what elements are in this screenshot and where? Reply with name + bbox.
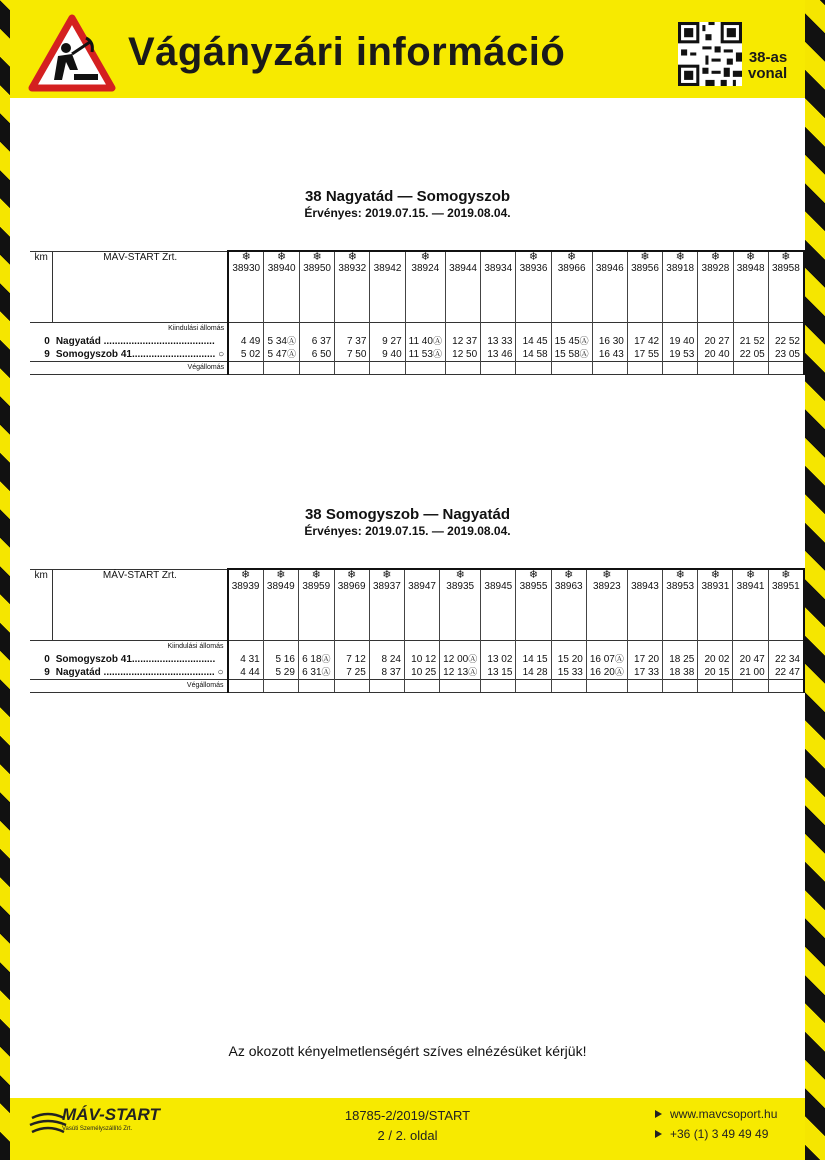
departure-time: 15 20 (551, 653, 586, 666)
train-number: ❄ 38924 (405, 251, 445, 288)
snowflake-icon: ❄ (781, 251, 791, 263)
departure-time: 19 53 (663, 348, 698, 362)
departure-time: 13 15 (481, 666, 516, 680)
departure-time: 20 15 (698, 666, 733, 680)
arrow-marker-icon: Ⓐ (432, 336, 442, 346)
departure-label: Kiindulási állomás (53, 641, 228, 654)
train-number: ❄ 38963 (551, 569, 586, 606)
snowflake-icon (596, 252, 624, 263)
departure-time: 10 25 (404, 666, 439, 680)
page-title: Vágányzári információ (128, 30, 566, 74)
km-header: km (30, 251, 53, 323)
station-name: Nagyatád ........................................ ○ (53, 666, 228, 680)
snowflake-icon: ❄ (710, 251, 721, 263)
departure-time: 13 33 (481, 335, 516, 348)
departure-time: 8 24 (369, 653, 404, 666)
train-number: ❄ 38966 (551, 251, 592, 288)
departure-time: 15 58Ⓐ (551, 348, 592, 362)
arrow-marker-icon: Ⓐ (579, 336, 589, 346)
snowflake-icon: ❄ (640, 251, 650, 263)
departure-time: 9 40 (370, 348, 405, 362)
content-area (10, 98, 805, 1098)
departure-time: 21 52 (733, 335, 768, 348)
departure-time: 13 02 (481, 653, 516, 666)
train-number-row (30, 251, 804, 288)
snowflake-icon: ❄ (564, 569, 574, 581)
train-number: ❄ 38937 (369, 569, 404, 606)
departure-time: 6 18Ⓐ (298, 653, 334, 666)
timetable-1 (30, 250, 805, 375)
snowflake-icon: ❄ (455, 569, 465, 581)
departure-time: 15 33 (551, 666, 586, 680)
snowflake-icon: ❄ (347, 569, 357, 581)
roadwork-warning-icon (28, 14, 116, 92)
snowflake-icon: ❄ (276, 569, 286, 581)
snowflake-icon: ❄ (567, 251, 577, 263)
train-number: ❄ 38931 (698, 569, 733, 606)
apology-message: Az okozott kényelmetlenségért szíves elnézésüket kérjük! (228, 1043, 587, 1059)
departure-time: 5 02 (228, 348, 264, 362)
snowflake-icon (484, 252, 512, 263)
snowflake-icon (373, 252, 401, 263)
snowflake-icon: ❄ (710, 569, 720, 581)
train-number: ❄ 38935 (440, 569, 481, 606)
station-row (30, 653, 804, 666)
departure-time: 12 37 (445, 335, 480, 348)
snowflake-icon: ❄ (528, 251, 539, 263)
train-number: ❄ 38969 (334, 569, 369, 606)
train-number: ❄ 38923 (586, 569, 627, 606)
departure-time: 19 40 (663, 335, 698, 348)
train-number: 38943 (627, 569, 662, 606)
snowflake-icon: ❄ (311, 569, 321, 581)
station-name: Nagyatád ........................................ (53, 335, 228, 348)
snowflake-icon: ❄ (675, 251, 685, 263)
departure-time: 13 46 (481, 348, 516, 362)
departure-time: 7 12 (334, 653, 369, 666)
departure-time: 8 37 (369, 666, 404, 680)
train-number: ❄ 38928 (698, 251, 733, 288)
departure-time: 9 27 (370, 335, 405, 348)
departure-time: 17 42 (627, 335, 662, 348)
arrow-right-icon (655, 1130, 662, 1138)
departure-time: 4 31 (228, 653, 264, 666)
departure-time: 6 31Ⓐ (298, 666, 334, 680)
arrow-right-icon (655, 1110, 662, 1118)
train-number: ❄ 38932 (335, 251, 370, 288)
departure-time: 12 00Ⓐ (440, 653, 481, 666)
snowflake-icon: ❄ (312, 251, 322, 263)
departure-time: 11 40Ⓐ (405, 335, 445, 348)
operator-name: MÁV-START Zrt. (53, 569, 228, 641)
document-reference: 18785-2/2019/START (344, 1108, 471, 1123)
snowflake-icon: ❄ (745, 569, 756, 581)
km-header: km (30, 569, 53, 641)
arrow-marker-icon: Ⓐ (432, 349, 442, 359)
snowflake-icon: ❄ (528, 569, 539, 581)
departure-time: 22 47 (768, 666, 804, 680)
station-name: Somogyszob 41.............................. (53, 653, 228, 666)
departure-time: 4 44 (228, 666, 264, 680)
train-number: 38942 (370, 251, 405, 288)
station-row (30, 335, 804, 348)
snowflake-icon (408, 570, 436, 581)
train-number: ❄ 38948 (733, 251, 768, 288)
departure-time: 21 00 (733, 666, 768, 680)
train-number: ❄ 38956 (627, 251, 662, 288)
departure-time: 14 15 (516, 653, 551, 666)
arrow-marker-icon: Ⓐ (286, 349, 296, 359)
snowflake-icon: ❄ (241, 251, 251, 263)
train-number: ❄ 38936 (516, 251, 551, 288)
line-label: 38-as vonal (748, 49, 788, 82)
departure-time: 5 29 (263, 666, 298, 680)
arrow-marker-icon: Ⓐ (579, 349, 589, 359)
departure-time: 6 37 (299, 335, 334, 348)
timetable-2-heading: 38 Somogyszob — Nagyatád Érvényes: 2019.07.15. — 2019.08.04. (304, 506, 511, 538)
departure-time: 20 27 (698, 335, 733, 348)
snowflake-icon: ❄ (675, 569, 685, 581)
departure-time: 18 38 (663, 666, 698, 680)
website-link[interactable]: www.mavcsoport.hu (655, 1107, 777, 1121)
departure-time: 15 45Ⓐ (551, 335, 592, 348)
departure-time: 20 40 (698, 348, 733, 362)
snowflake-icon (449, 252, 477, 263)
departure-time: 11 53Ⓐ (405, 348, 445, 362)
departure-time: 16 20Ⓐ (586, 666, 627, 680)
snowflake-icon: ❄ (347, 251, 357, 263)
departure-time: 5 16 (263, 653, 298, 666)
station-km: 0 (44, 335, 50, 347)
departure-time: 14 45 (516, 335, 551, 348)
arrow-marker-icon: Ⓐ (468, 654, 478, 664)
train-number: ❄ 38950 (299, 251, 334, 288)
snowflake-icon: ❄ (602, 569, 612, 581)
train-number: 38946 (592, 251, 627, 288)
departure-time: 16 43 (592, 348, 627, 362)
departure-time: 22 05 (733, 348, 768, 362)
train-number: ❄ 38941 (733, 569, 768, 606)
arrow-marker-icon: Ⓐ (321, 654, 331, 664)
train-number: ❄ 38949 (263, 569, 298, 606)
departure-time: 4 49 (228, 335, 264, 348)
departure-time: 17 20 (627, 653, 662, 666)
departure-time: 16 07Ⓐ (586, 653, 627, 666)
departure-time: 7 37 (335, 335, 370, 348)
arrival-label: Végállomás (53, 680, 228, 693)
station-km: 9 (44, 666, 50, 678)
departure-time: 12 13Ⓐ (440, 666, 481, 680)
departure-time: 20 02 (698, 653, 733, 666)
snowflake-icon (484, 570, 512, 581)
train-number: 38944 (445, 251, 480, 288)
departure-time: 22 34 (768, 653, 804, 666)
header-banner (10, 0, 805, 98)
departure-time: 18 25 (663, 653, 698, 666)
operator-name: MÁV-START Zrt. (53, 251, 228, 323)
departure-time: 12 50 (445, 348, 480, 362)
brand-name: MÁV-START (62, 1105, 160, 1124)
arrival-label: Végállomás (53, 362, 228, 375)
departure-time: 22 52 (768, 335, 804, 348)
train-number: 38947 (404, 569, 439, 606)
train-number: ❄ 38940 (264, 251, 300, 288)
station-row (30, 348, 804, 362)
station-row (30, 666, 804, 680)
snowflake-icon: ❄ (781, 569, 791, 581)
arrow-marker-icon: Ⓐ (286, 336, 296, 346)
footer (10, 1098, 805, 1160)
departure-time: 7 25 (334, 666, 369, 680)
departure-time: 20 47 (733, 653, 768, 666)
departure-time: 16 30 (592, 335, 627, 348)
snowflake-icon: ❄ (277, 251, 287, 263)
train-number: ❄ 38955 (516, 569, 551, 606)
departure-time: 14 28 (516, 666, 551, 680)
arrow-marker-icon: Ⓐ (468, 667, 478, 677)
train-number-row (30, 569, 804, 606)
timetable-2 (30, 568, 805, 693)
station-name: Somogyszob 41.............................. ○ (53, 348, 228, 362)
phone-number: +36 (1) 3 49 49 49 (655, 1127, 768, 1141)
train-number: ❄ 38939 (228, 569, 264, 606)
departure-time: 17 33 (627, 666, 662, 680)
departure-time: 5 47Ⓐ (264, 348, 300, 362)
snowflake-icon (631, 570, 659, 581)
arrow-marker-icon: Ⓐ (321, 667, 331, 677)
timetable-1-heading: 38 Nagyatád — Somogyszob Érvényes: 2019.07.15. — 2019.08.04. (304, 188, 511, 220)
snowflake-icon: ❄ (746, 251, 756, 263)
arrow-marker-icon: Ⓐ (614, 667, 624, 677)
station-km: 0 (44, 653, 50, 665)
snowflake-icon: ❄ (420, 251, 430, 263)
departure-time: 10 12 (404, 653, 439, 666)
train-number: 38934 (481, 251, 516, 288)
departure-time: 6 50 (299, 348, 334, 362)
train-number: ❄ 38953 (663, 569, 698, 606)
brand-subtitle: Vasúti Személyszállító Zrt. (62, 1126, 133, 1132)
snowflake-icon: ❄ (240, 569, 251, 581)
train-number: ❄ 38930 (228, 251, 264, 288)
departure-time: 7 50 (335, 348, 370, 362)
departure-label: Kiindulási állomás (53, 323, 228, 336)
qr-code-icon (678, 22, 742, 86)
train-number: 38945 (481, 569, 516, 606)
arrow-marker-icon: Ⓐ (614, 654, 624, 664)
page-number: 2 / 2. oldal (377, 1128, 438, 1143)
snowflake-icon: ❄ (382, 569, 392, 581)
departure-time: 14 58 (516, 348, 551, 362)
departure-time: 23 05 (768, 348, 804, 362)
train-number: ❄ 38918 (663, 251, 698, 288)
train-number: ❄ 38958 (768, 251, 804, 288)
departure-time: 5 34Ⓐ (264, 335, 300, 348)
train-number: ❄ 38951 (768, 569, 804, 606)
departure-time: 17 55 (627, 348, 662, 362)
station-km: 9 (44, 348, 50, 360)
train-number: ❄ 38959 (298, 569, 334, 606)
